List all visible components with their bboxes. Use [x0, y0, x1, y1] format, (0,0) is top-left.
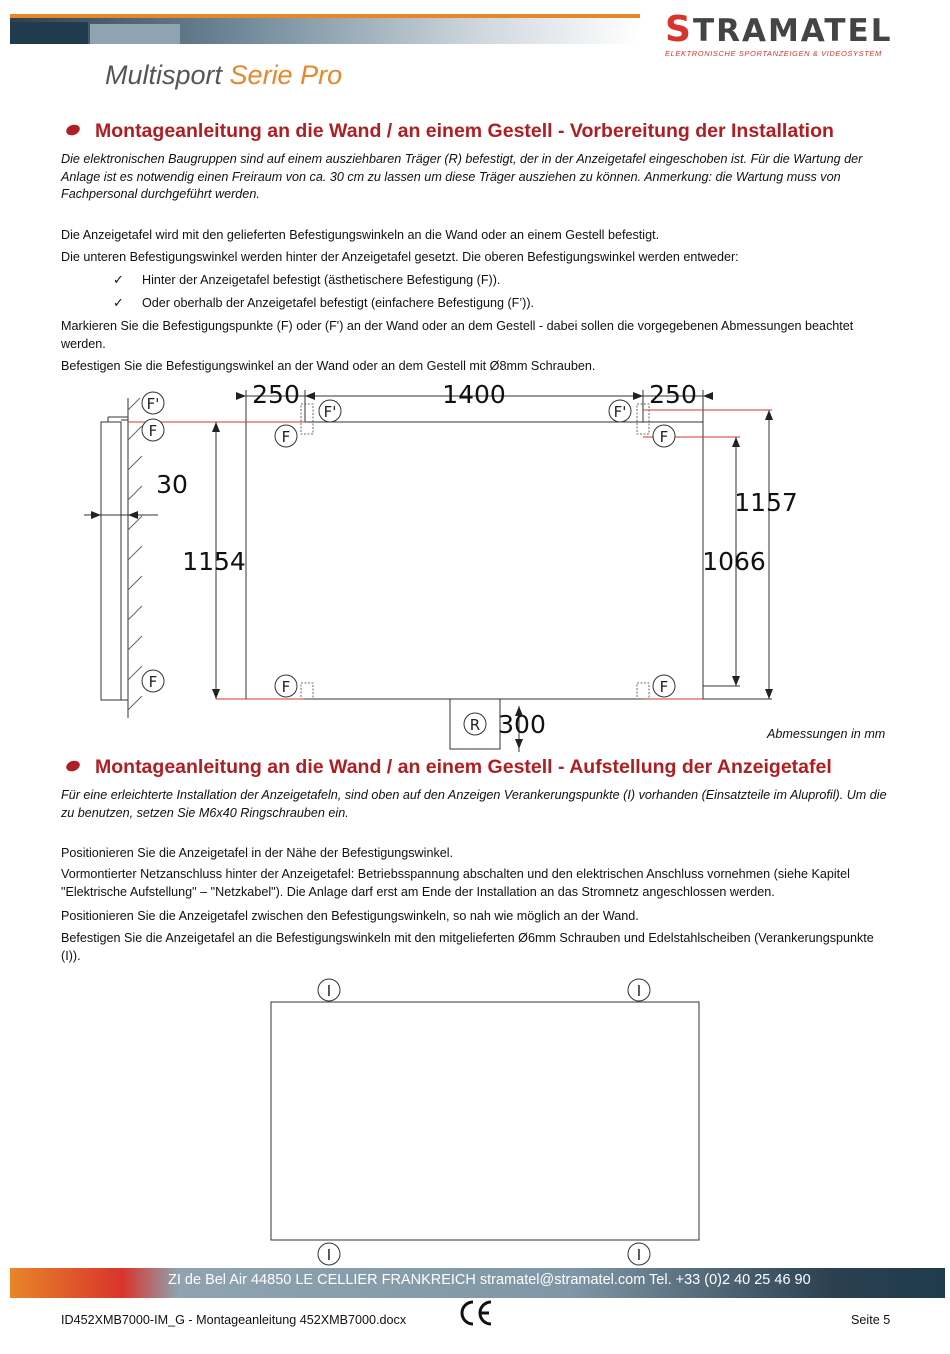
mounting-dimensions-diagram	[0, 375, 950, 755]
bracket-symbols	[301, 404, 649, 699]
label-f: F	[659, 428, 669, 446]
display-panel-outline	[271, 1002, 699, 1240]
section2-paragraph-4: Befestigen Sie die Anzeigetafel an die Befestigungswinkeln mit den mitgelieferten Ø6mm Schrauben und Edelstahlscheiben (Verankerungspunkte (I)).	[61, 931, 874, 963]
header-decor-bar	[10, 14, 640, 44]
section2-paragraph-1: Positionieren Sie die Anzeigetafel in der Nähe der Befestigungswinkel.	[61, 846, 454, 860]
label-f-prime: F'	[323, 403, 337, 421]
section1-paragraph-1: Die Anzeigetafel wird mit den gelieferten Befestigungswinkeln an die Wand oder an einem Gestell befestigt.	[61, 228, 660, 242]
side-view-panel	[101, 422, 121, 700]
label-i: I	[326, 982, 332, 1000]
label-i: I	[636, 982, 642, 1000]
list-item: Oder oberhalb der Anzeigetafel befestigt (einfachere Befestigung (F’)).	[142, 296, 535, 310]
section1-paragraph-4: Befestigen Sie die Befestigungswinkel an der Wand oder an dem Gestell mit Ø8mm Schrauben.	[61, 359, 596, 373]
dimensions-note: Abmessungen in mm	[767, 727, 886, 741]
anchor-points-diagram	[0, 970, 950, 1270]
series-prefix: Multisport	[105, 60, 230, 90]
dim-height-right-inner: 1066	[702, 547, 766, 576]
section1-paragraph-2: Die unteren Befestigungswinkel werden hinter der Anzeigetafel gesetzt. Die oberen Befestigungswinkel werden entweder:	[61, 250, 739, 264]
brand-name-first: S	[665, 9, 693, 50]
label-i: I	[326, 1246, 332, 1264]
dim-left: 250	[252, 380, 300, 409]
label-f: F	[281, 678, 291, 696]
display-panel-outline	[246, 422, 703, 699]
label-i: I	[636, 1246, 642, 1264]
label-r: R	[469, 716, 481, 734]
dim-depth: 30	[156, 470, 188, 499]
series-highlight: Serie Pro	[229, 60, 343, 90]
label-f-prime: F'	[613, 403, 627, 421]
check-icon: ✓	[113, 272, 124, 287]
series-title	[105, 60, 342, 91]
footer-address: ZI de Bel Air 44850 LE CELLIER FRANKREICH stramatel@stramatel.com Tel. +33 (0)2 40 25 46 90	[168, 1272, 811, 1288]
page-number: Seite 5	[851, 1313, 891, 1327]
section-bullet	[65, 759, 82, 773]
label-f: F	[281, 428, 291, 446]
label-f: F	[148, 673, 158, 691]
brand-name-rest: TRAMATEL	[692, 13, 893, 49]
wall-hatching	[128, 398, 142, 710]
label-f-prime: F'	[146, 395, 160, 413]
list-item: Hinter der Anzeigetafel befestigt (ästhetischere Befestigung (F)).	[142, 273, 501, 287]
document-id: ID452XMB7000-IM_G - Montageanleitung 452XMB7000.docx	[61, 1313, 407, 1327]
section1-heading: Montageanleitung an die Wand / an einem Gestell - Vorbereitung der Installation	[95, 120, 834, 142]
section1-intro: Die elektronischen Baugruppen sind auf einem ausziehbaren Träger (R) befestigt, der in der Anzeigetafel eingeschoben ist. Für die Wartung der Anlage ist es notwendig einen Freiraum von ca. 30 cm zu lassen um diese Träger ausziehen zu können. Anmerkung: die Wartung muss von Fachpersonal durchgeführt werden.	[61, 152, 863, 201]
brand-logo	[665, 9, 935, 58]
brand-tagline: ELEKTRONISCHE SPORTANZEIGEN & VIDEOSYSTEM	[665, 49, 882, 58]
dim-center: 1400	[442, 380, 506, 409]
label-f: F	[148, 422, 158, 440]
check-icon: ✓	[113, 295, 124, 310]
section1-paragraph-3: Markieren Sie die Befestigungspunkte (F) oder (F') an der Wand oder an dem Gestell - dabei sollen die vorgegebenen Abmessungen beachtet werden.	[61, 319, 854, 351]
section2-intro: Für eine erleichterte Installation der Anzeigetafeln, sind oben auf den Anzeigen Verankerungspunkte (I) vorhanden (Einsatzteile im Aluprofil). Um die zu benutzen, setzen Sie M6x40 Ringschrauben ein.	[61, 788, 887, 820]
dim-height-right-outer: 1157	[734, 488, 798, 517]
label-f: F	[659, 678, 669, 696]
dim-r: 300	[498, 710, 546, 739]
section-bullet	[65, 123, 82, 137]
section2-heading: Montageanleitung an die Wand / an einem Gestell - Aufstellung der Anzeigetafel	[95, 756, 832, 778]
section2-paragraph-2: Vormontierter Netzanschluss hinter der Anzeigetafel: Betriebsspannung abschalten und den elektrischen Anschluss vornehmen (siehe Kapitel "Elektrische Aufstellung" – "Netzkabel"). Die Anlage darf erst am Ende der Installation an das Stromnetz angeschlossen werden.	[61, 867, 850, 899]
section2-paragraph-3: Positionieren Sie die Anzeigetafel zwischen den Befestigungswinkeln, so nah wie möglich an der Wand.	[61, 909, 639, 923]
dim-right: 250	[649, 380, 697, 409]
ce-mark-icon	[458, 1298, 494, 1328]
dim-height-left: 1154	[182, 547, 246, 576]
